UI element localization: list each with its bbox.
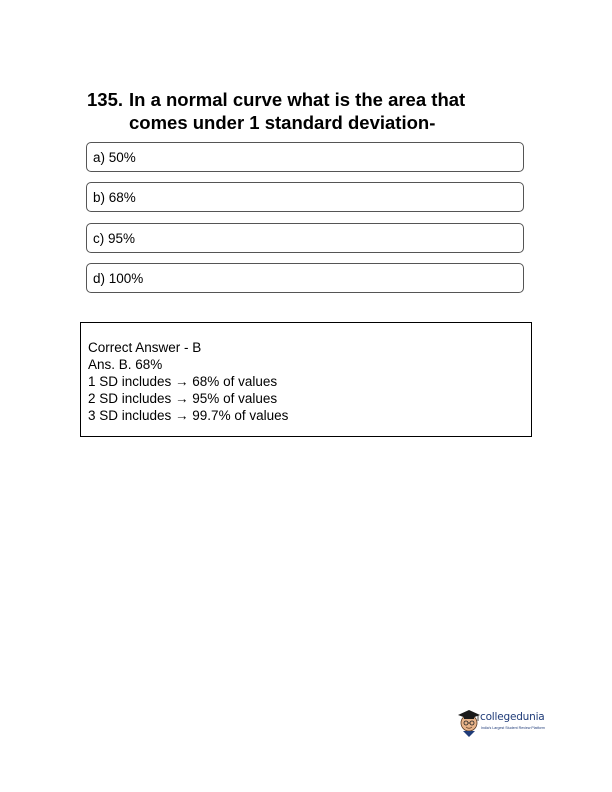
collegedunia-logo — [457, 707, 567, 739]
explanation-line-1: 1 SD includes → 68% of values — [88, 374, 278, 389]
option-d[interactable]: d) 100% — [86, 263, 524, 293]
correct-answer-text: Correct Answer - B — [88, 340, 202, 355]
question-text — [87, 88, 527, 134]
question-line-1: In a normal curve what is the area that — [129, 89, 466, 110]
option-a[interactable]: a) 50% — [86, 142, 524, 172]
explanation-line-3: 3 SD includes → 99.7% of values — [88, 408, 289, 423]
option-b[interactable]: b) 68% — [86, 182, 524, 212]
question-line-2: comes under 1 standard deviation- — [129, 112, 436, 133]
logo-brand-text: collegedunia — [480, 711, 545, 723]
question-number: 135. — [87, 89, 124, 110]
explanation-line-2: 2 SD includes → 95% of values — [88, 391, 278, 406]
answer-value-text: Ans. B. 68% — [88, 357, 163, 372]
answer-box — [80, 322, 532, 437]
logo-tagline-text: India's Largest Student Review Platform — [481, 726, 545, 730]
graduate-mascot-icon — [457, 708, 481, 738]
option-c[interactable]: c) 95% — [86, 223, 524, 253]
